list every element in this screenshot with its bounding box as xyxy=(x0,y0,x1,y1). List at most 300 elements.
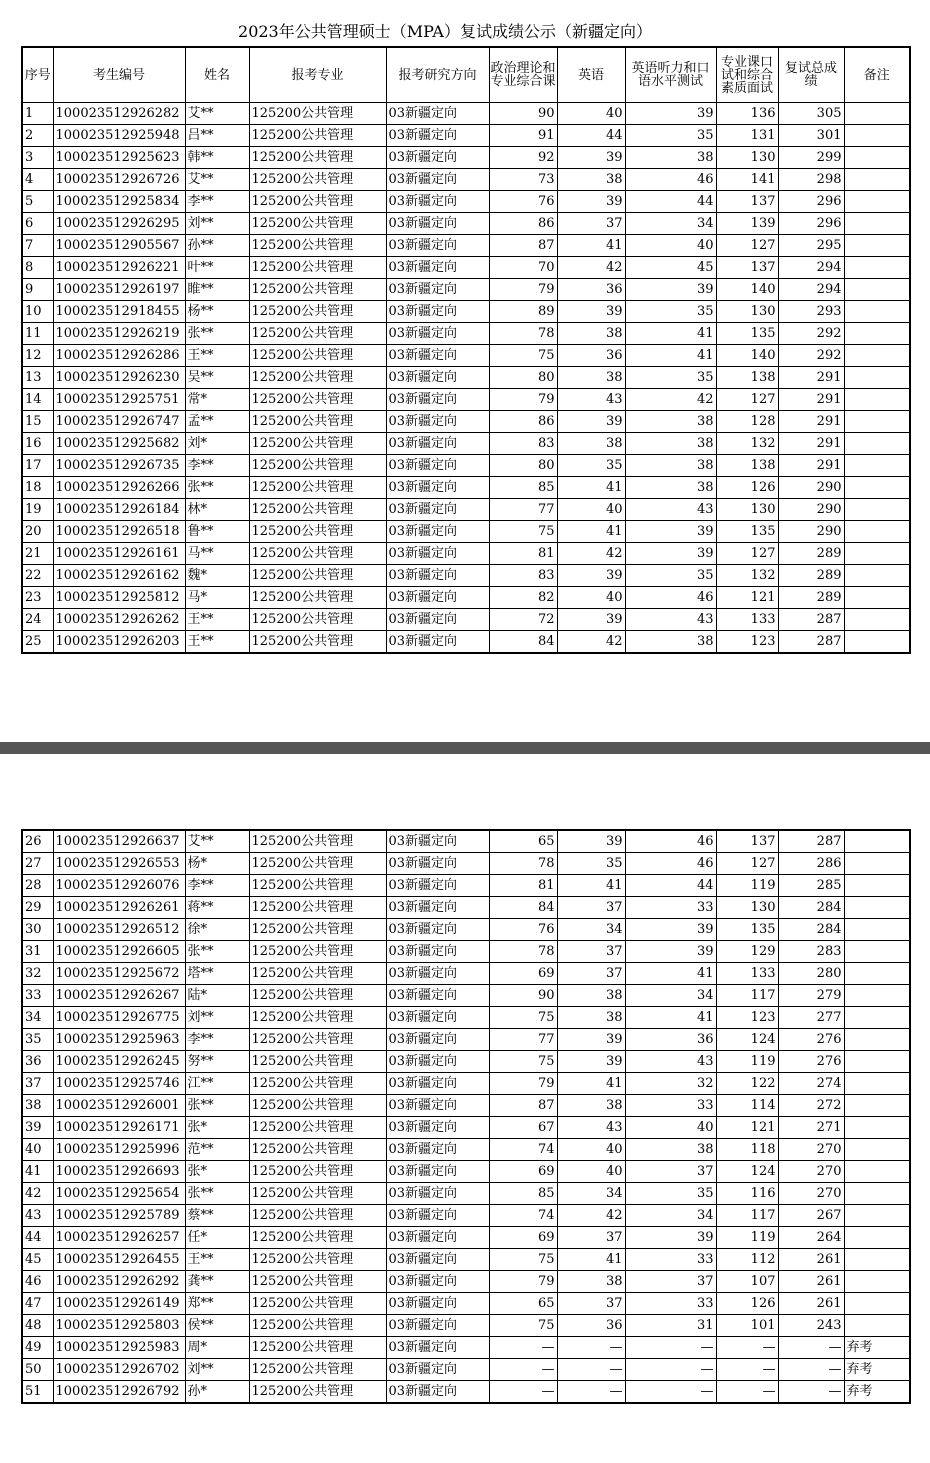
cell-name: 王** xyxy=(185,1249,249,1271)
cell-english: 35 xyxy=(557,853,625,875)
cell-name: 蔡** xyxy=(185,1205,249,1227)
cell-name: 艾** xyxy=(185,830,249,853)
cell-politics: 80 xyxy=(489,455,557,477)
cell-remark xyxy=(844,1161,910,1183)
cell-direction: 03新疆定向 xyxy=(386,345,489,367)
cell-english: 37 xyxy=(557,941,625,963)
cell-politics: 83 xyxy=(489,433,557,455)
cell-index: 19 xyxy=(22,499,53,521)
cell-listening: 38 xyxy=(625,1139,716,1161)
table-row xyxy=(22,1183,910,1205)
table-row xyxy=(22,1073,910,1095)
cell-direction: 03新疆定向 xyxy=(386,897,489,919)
cell-interview: 122 xyxy=(716,1073,778,1095)
cell-name: 努** xyxy=(185,1051,249,1073)
cell-name: 马* xyxy=(185,587,249,609)
cell-exam-id: 100023512925834 xyxy=(53,191,185,213)
cell-exam-id: 100023512926266 xyxy=(53,477,185,499)
cell-exam-id: 100023512925803 xyxy=(53,1315,185,1337)
cell-major: 125200公共管理 xyxy=(249,367,386,389)
cell-remark xyxy=(844,1095,910,1117)
cell-politics: 72 xyxy=(489,609,557,631)
cell-total: 296 xyxy=(778,213,844,235)
cell-remark xyxy=(844,455,910,477)
cell-remark xyxy=(844,1073,910,1095)
cell-total: 290 xyxy=(778,499,844,521)
cell-total: 287 xyxy=(778,830,844,853)
cell-total: 293 xyxy=(778,301,844,323)
cell-english: 34 xyxy=(557,919,625,941)
cell-total: 296 xyxy=(778,191,844,213)
cell-direction: 03新疆定向 xyxy=(386,1249,489,1271)
cell-remark xyxy=(844,191,910,213)
cell-exam-id: 100023512926747 xyxy=(53,411,185,433)
cell-direction: 03新疆定向 xyxy=(386,853,489,875)
cell-politics: 75 xyxy=(489,1249,557,1271)
cell-interview: 117 xyxy=(716,1205,778,1227)
cell-major: 125200公共管理 xyxy=(249,169,386,191)
cell-english: 37 xyxy=(557,897,625,919)
cell-index: 1 xyxy=(22,103,53,125)
cell-remark xyxy=(844,1271,910,1293)
table-row xyxy=(22,367,910,389)
cell-direction: 03新疆定向 xyxy=(386,1139,489,1161)
cell-index: 34 xyxy=(22,1007,53,1029)
cell-total: 270 xyxy=(778,1139,844,1161)
cell-politics: 69 xyxy=(489,963,557,985)
cell-politics: 85 xyxy=(489,1183,557,1205)
cell-exam-id: 100023512925812 xyxy=(53,587,185,609)
cell-listening: 33 xyxy=(625,1293,716,1315)
table-row xyxy=(22,543,910,565)
cell-interview: 117 xyxy=(716,985,778,1007)
col-header-major: 报考专业 xyxy=(249,47,386,103)
cell-remark xyxy=(844,1139,910,1161)
table-row xyxy=(22,1227,910,1249)
cell-politics: — xyxy=(489,1381,557,1404)
cell-index: 44 xyxy=(22,1227,53,1249)
cell-total: 289 xyxy=(778,543,844,565)
cell-interview: 131 xyxy=(716,125,778,147)
cell-politics: 76 xyxy=(489,191,557,213)
table-row xyxy=(22,257,910,279)
cell-total: 287 xyxy=(778,609,844,631)
cell-major: 125200公共管理 xyxy=(249,609,386,631)
cell-exam-id: 100023512925682 xyxy=(53,433,185,455)
cell-politics: 74 xyxy=(489,1139,557,1161)
cell-name: 塔** xyxy=(185,963,249,985)
cell-index: 37 xyxy=(22,1073,53,1095)
cell-listening: 35 xyxy=(625,125,716,147)
cell-exam-id: 100023512926518 xyxy=(53,521,185,543)
table-row xyxy=(22,875,910,897)
cell-exam-id: 100023512925963 xyxy=(53,1029,185,1051)
cell-listening: 44 xyxy=(625,875,716,897)
cell-name: 吴** xyxy=(185,367,249,389)
cell-interview: 137 xyxy=(716,191,778,213)
cell-english: 38 xyxy=(557,323,625,345)
cell-index: 41 xyxy=(22,1161,53,1183)
cell-name: 常* xyxy=(185,389,249,411)
col-header-direction: 报考研究方向 xyxy=(386,47,489,103)
table-row xyxy=(22,455,910,477)
cell-name: 马** xyxy=(185,543,249,565)
cell-direction: 03新疆定向 xyxy=(386,433,489,455)
cell-politics: 78 xyxy=(489,853,557,875)
cell-total: 294 xyxy=(778,279,844,301)
cell-index: 45 xyxy=(22,1249,53,1271)
cell-politics: — xyxy=(489,1359,557,1381)
cell-direction: 03新疆定向 xyxy=(386,191,489,213)
cell-politics: 82 xyxy=(489,587,557,609)
cell-major: 125200公共管理 xyxy=(249,1073,386,1095)
table-row xyxy=(22,609,910,631)
cell-english: — xyxy=(557,1359,625,1381)
cell-listening: 42 xyxy=(625,389,716,411)
cell-major: 125200公共管理 xyxy=(249,565,386,587)
cell-listening: 43 xyxy=(625,609,716,631)
cell-remark xyxy=(844,1051,910,1073)
cell-index: 49 xyxy=(22,1337,53,1359)
cell-major: 125200公共管理 xyxy=(249,477,386,499)
table-row xyxy=(22,301,910,323)
cell-english: 39 xyxy=(557,1051,625,1073)
cell-english: 40 xyxy=(557,499,625,521)
cell-politics: 81 xyxy=(489,875,557,897)
cell-index: 32 xyxy=(22,963,53,985)
cell-total: 305 xyxy=(778,103,844,125)
cell-interview: 128 xyxy=(716,411,778,433)
cell-direction: 03新疆定向 xyxy=(386,1051,489,1073)
cell-total: 267 xyxy=(778,1205,844,1227)
cell-listening: 39 xyxy=(625,543,716,565)
cell-major: 125200公共管理 xyxy=(249,1117,386,1139)
cell-english: 38 xyxy=(557,1271,625,1293)
cell-english: 42 xyxy=(557,631,625,654)
cell-major: 125200公共管理 xyxy=(249,875,386,897)
cell-direction: 03新疆定向 xyxy=(386,125,489,147)
cell-exam-id: 100023512926282 xyxy=(53,103,185,125)
cell-index: 48 xyxy=(22,1315,53,1337)
cell-major: 125200公共管理 xyxy=(249,941,386,963)
cell-index: 12 xyxy=(22,345,53,367)
cell-english: 41 xyxy=(557,1073,625,1095)
cell-listening: 39 xyxy=(625,1227,716,1249)
cell-total: 270 xyxy=(778,1183,844,1205)
cell-politics: 65 xyxy=(489,830,557,853)
cell-exam-id: 100023512905567 xyxy=(53,235,185,257)
cell-remark xyxy=(844,609,910,631)
cell-exam-id: 100023512925789 xyxy=(53,1205,185,1227)
cell-exam-id: 100023512925623 xyxy=(53,147,185,169)
cell-total: 276 xyxy=(778,1029,844,1051)
cell-exam-id: 100023512926171 xyxy=(53,1117,185,1139)
cell-listening: 32 xyxy=(625,1073,716,1095)
cell-english: 39 xyxy=(557,147,625,169)
cell-remark xyxy=(844,631,910,654)
cell-exam-id: 100023512926792 xyxy=(53,1381,185,1404)
cell-exam-id: 100023512925672 xyxy=(53,963,185,985)
cell-total: 301 xyxy=(778,125,844,147)
table-row xyxy=(22,499,910,521)
cell-interview: 118 xyxy=(716,1139,778,1161)
cell-direction: 03新疆定向 xyxy=(386,477,489,499)
cell-exam-id: 100023512926726 xyxy=(53,169,185,191)
cell-total: 290 xyxy=(778,521,844,543)
cell-listening: 39 xyxy=(625,941,716,963)
table-row xyxy=(22,1271,910,1293)
table-header-row xyxy=(22,47,910,103)
cell-remark xyxy=(844,147,910,169)
cell-total: 291 xyxy=(778,367,844,389)
cell-remark xyxy=(844,323,910,345)
cell-name: 刘** xyxy=(185,213,249,235)
cell-exam-id: 100023512925746 xyxy=(53,1073,185,1095)
cell-exam-id: 100023512925996 xyxy=(53,1139,185,1161)
cell-total: 295 xyxy=(778,235,844,257)
cell-name: 叶** xyxy=(185,257,249,279)
cell-remark xyxy=(844,433,910,455)
cell-listening: 36 xyxy=(625,1029,716,1051)
cell-listening: 46 xyxy=(625,830,716,853)
cell-listening: 39 xyxy=(625,521,716,543)
cell-politics: 75 xyxy=(489,521,557,543)
cell-major: 125200公共管理 xyxy=(249,985,386,1007)
cell-listening: 43 xyxy=(625,499,716,521)
cell-politics: 84 xyxy=(489,897,557,919)
cell-listening: 34 xyxy=(625,1205,716,1227)
cell-listening: 35 xyxy=(625,301,716,323)
cell-index: 46 xyxy=(22,1271,53,1293)
cell-name: 张** xyxy=(185,323,249,345)
cell-english: 37 xyxy=(557,963,625,985)
cell-politics: 75 xyxy=(489,345,557,367)
cell-name: 艾** xyxy=(185,103,249,125)
cell-interview: 114 xyxy=(716,1095,778,1117)
table-row xyxy=(22,1315,910,1337)
cell-english: 39 xyxy=(557,411,625,433)
cell-direction: 03新疆定向 xyxy=(386,941,489,963)
cell-interview: 141 xyxy=(716,169,778,191)
table-row xyxy=(22,323,910,345)
cell-exam-id: 100023512926286 xyxy=(53,345,185,367)
cell-direction: 03新疆定向 xyxy=(386,963,489,985)
cell-remark xyxy=(844,1293,910,1315)
cell-total: — xyxy=(778,1337,844,1359)
cell-remark xyxy=(844,543,910,565)
cell-major: 125200公共管理 xyxy=(249,257,386,279)
cell-politics: 79 xyxy=(489,1271,557,1293)
cell-exam-id: 100023512926076 xyxy=(53,875,185,897)
cell-english: 38 xyxy=(557,1095,625,1117)
cell-interview: 127 xyxy=(716,853,778,875)
cell-index: 6 xyxy=(22,213,53,235)
cell-index: 39 xyxy=(22,1117,53,1139)
table-row xyxy=(22,433,910,455)
cell-exam-id: 100023512926292 xyxy=(53,1271,185,1293)
cell-index: 35 xyxy=(22,1029,53,1051)
cell-index: 28 xyxy=(22,875,53,897)
cell-index: 5 xyxy=(22,191,53,213)
cell-index: 4 xyxy=(22,169,53,191)
cell-listening: — xyxy=(625,1359,716,1381)
cell-name: 张** xyxy=(185,1183,249,1205)
table-row xyxy=(22,235,910,257)
cell-interview: 130 xyxy=(716,147,778,169)
table-row xyxy=(22,963,910,985)
cell-listening: 39 xyxy=(625,103,716,125)
cell-listening: 41 xyxy=(625,1007,716,1029)
cell-remark: 弃考 xyxy=(844,1359,910,1381)
table-row xyxy=(22,1293,910,1315)
cell-direction: 03新疆定向 xyxy=(386,1205,489,1227)
cell-remark xyxy=(844,1029,910,1051)
cell-index: 51 xyxy=(22,1381,53,1404)
cell-major: 125200公共管理 xyxy=(249,103,386,125)
page-divider xyxy=(0,742,930,754)
cell-index: 11 xyxy=(22,323,53,345)
cell-index: 38 xyxy=(22,1095,53,1117)
table-row xyxy=(22,191,910,213)
cell-total: — xyxy=(778,1381,844,1404)
cell-politics: 78 xyxy=(489,941,557,963)
cell-direction: 03新疆定向 xyxy=(386,1359,489,1381)
table-row xyxy=(22,1359,910,1381)
cell-remark xyxy=(844,985,910,1007)
cell-exam-id: 100023512926455 xyxy=(53,1249,185,1271)
cell-english: 39 xyxy=(557,609,625,631)
cell-total: 299 xyxy=(778,147,844,169)
cell-english: 38 xyxy=(557,169,625,191)
cell-major: 125200公共管理 xyxy=(249,963,386,985)
cell-interview: 123 xyxy=(716,631,778,654)
cell-english: 42 xyxy=(557,1205,625,1227)
cell-english: 36 xyxy=(557,1315,625,1337)
cell-interview: 126 xyxy=(716,1293,778,1315)
cell-direction: 03新疆定向 xyxy=(386,499,489,521)
cell-total: 286 xyxy=(778,853,844,875)
cell-english: 39 xyxy=(557,830,625,853)
table-row xyxy=(22,345,910,367)
cell-english: 38 xyxy=(557,367,625,389)
cell-remark xyxy=(844,1315,910,1337)
cell-english: 41 xyxy=(557,235,625,257)
cell-remark xyxy=(844,521,910,543)
cell-english: 40 xyxy=(557,1139,625,1161)
table-row xyxy=(22,919,910,941)
cell-major: 125200公共管理 xyxy=(249,1161,386,1183)
page-title: 2023年公共管理硕士（MPA）复试成绩公示（新疆定向） xyxy=(238,22,652,41)
cell-interview: 107 xyxy=(716,1271,778,1293)
cell-remark xyxy=(844,301,910,323)
cell-listening: 41 xyxy=(625,963,716,985)
cell-remark xyxy=(844,919,910,941)
cell-listening: 38 xyxy=(625,477,716,499)
cell-name: 孟** xyxy=(185,411,249,433)
cell-exam-id: 100023512926553 xyxy=(53,853,185,875)
cell-interview: 127 xyxy=(716,389,778,411)
table-body xyxy=(22,830,910,1403)
cell-listening: 41 xyxy=(625,345,716,367)
cell-english: 38 xyxy=(557,1007,625,1029)
cell-total: 294 xyxy=(778,257,844,279)
cell-name: 刘* xyxy=(185,433,249,455)
cell-english: 42 xyxy=(557,543,625,565)
cell-interview: 132 xyxy=(716,565,778,587)
cell-index: 13 xyxy=(22,367,53,389)
table-row xyxy=(22,830,910,853)
cell-remark xyxy=(844,587,910,609)
col-header-english: 英语 xyxy=(557,47,625,103)
cell-remark xyxy=(844,103,910,125)
cell-index: 23 xyxy=(22,587,53,609)
cell-interview: 124 xyxy=(716,1029,778,1051)
cell-interview: 137 xyxy=(716,830,778,853)
cell-direction: 03新疆定向 xyxy=(386,521,489,543)
cell-remark xyxy=(844,830,910,853)
cell-interview: 126 xyxy=(716,477,778,499)
cell-politics: 84 xyxy=(489,631,557,654)
cell-exam-id: 100023512926295 xyxy=(53,213,185,235)
cell-total: 272 xyxy=(778,1095,844,1117)
cell-total: 271 xyxy=(778,1117,844,1139)
cell-index: 18 xyxy=(22,477,53,499)
cell-interview: 127 xyxy=(716,543,778,565)
cell-name: 张* xyxy=(185,1117,249,1139)
cell-remark xyxy=(844,169,910,191)
cell-remark xyxy=(844,565,910,587)
cell-politics: — xyxy=(489,1337,557,1359)
cell-remark xyxy=(844,389,910,411)
cell-english: — xyxy=(557,1337,625,1359)
cell-major: 125200公共管理 xyxy=(249,1051,386,1073)
cell-politics: 79 xyxy=(489,1073,557,1095)
table-row xyxy=(22,853,910,875)
cell-direction: 03新疆定向 xyxy=(386,103,489,125)
table-row xyxy=(22,897,910,919)
cell-major: 125200公共管理 xyxy=(249,1271,386,1293)
cell-interview: 133 xyxy=(716,609,778,631)
cell-english: 40 xyxy=(557,103,625,125)
cell-direction: 03新疆定向 xyxy=(386,631,489,654)
cell-remark xyxy=(844,345,910,367)
cell-listening: 39 xyxy=(625,919,716,941)
cell-remark xyxy=(844,1117,910,1139)
cell-interview: 119 xyxy=(716,875,778,897)
cell-major: 125200公共管理 xyxy=(249,631,386,654)
cell-listening: 44 xyxy=(625,191,716,213)
cell-name: 周* xyxy=(185,1337,249,1359)
cell-exam-id: 100023512926735 xyxy=(53,455,185,477)
col-header-name: 姓名 xyxy=(185,47,249,103)
cell-english: — xyxy=(557,1381,625,1404)
col-header-index: 序号 xyxy=(22,47,53,103)
cell-politics: 77 xyxy=(489,1029,557,1051)
cell-remark xyxy=(844,367,910,389)
cell-interview: 140 xyxy=(716,345,778,367)
cell-direction: 03新疆定向 xyxy=(386,257,489,279)
cell-major: 125200公共管理 xyxy=(249,411,386,433)
cell-listening: 33 xyxy=(625,1249,716,1271)
cell-exam-id: 100023512925654 xyxy=(53,1183,185,1205)
cell-remark xyxy=(844,897,910,919)
cell-interview: 139 xyxy=(716,213,778,235)
cell-direction: 03新疆定向 xyxy=(386,213,489,235)
cell-direction: 03新疆定向 xyxy=(386,1271,489,1293)
cell-english: 36 xyxy=(557,345,625,367)
cell-english: 41 xyxy=(557,875,625,897)
cell-politics: 86 xyxy=(489,213,557,235)
